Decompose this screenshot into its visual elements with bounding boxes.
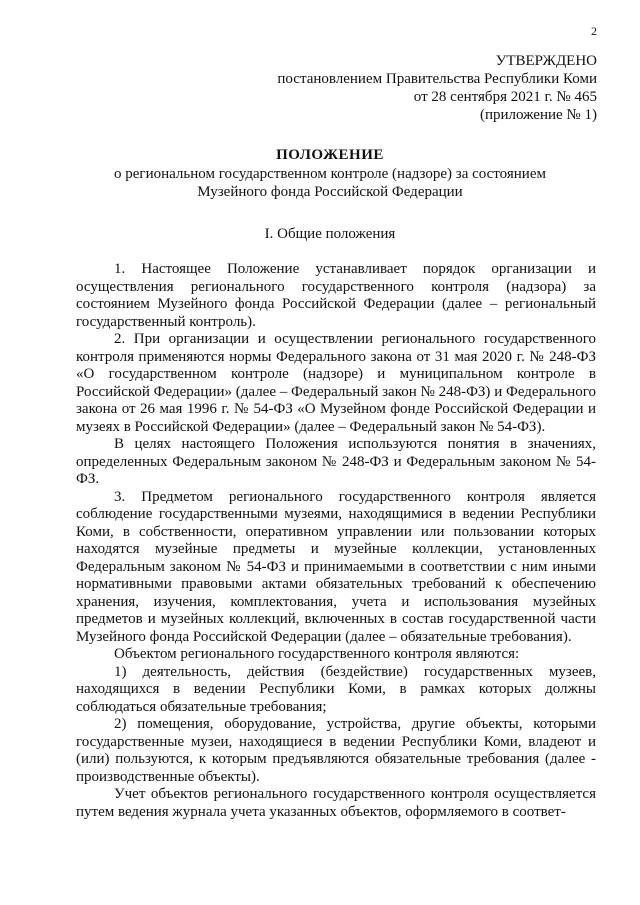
document-body <box>76 261 596 821</box>
approval-appendix: (приложение № 1) <box>479 107 597 123</box>
approval-date: от 28 сентября 2021 г. № 465 <box>413 89 597 105</box>
approval-issuer: постановлением Правительства Республики Коми <box>277 71 597 87</box>
paragraph: 2) помещения, оборудование, устройства, другие объекты, которыми государственные музеи, находящиеся в ведении Республики Коми, владеют и (или) пользуются, к которым предъявляются обязательные требования (далее - производственные объекты). <box>76 716 596 785</box>
approval-status: УТВЕРЖДЕНО <box>495 53 597 69</box>
paragraph: 1) деятельность, действия (бездействие) государственных музеев, находящихся в ведении Республики Коми, в рамках которых должны соблюдаться обязательные требования; <box>76 663 596 715</box>
paragraph: 2. При организации и осуществлении регионального государственного контроля применяются нормы Федерального закона от 31 мая 2020 г. № 248-ФЗ «О государственном контроле (надзоре) и муниципальном контроле в Российской Федерации» (далее – Федеральный закон № 248-ФЗ) и Федерального закона от 26 мая 1996 г. № 54-ФЗ «О Музейном фонде Российской Федерации и музеях в Российской Федерации» (далее – Федеральный закон № 54-ФЗ). <box>76 331 596 435</box>
paragraph: 3. Предметом регионального государственного контроля является соблюдение государственными музеями, находящимися в ведении Республики Коми, в собственности, оперативном управлении или пользовании которых находятся музейные предметы и музейные коллекции, установленных Федеральным законом № 54-ФЗ и принимаемыми в соответствии с ним иными нормативными правовыми актами обязательных требований к обеспечению хранения, изучения, комплектования, учета и использования музейных предметов и музейных коллекций, включенных в состав государственной части Музейного фонда Российской Федерации (далее – обязательные требования). <box>76 488 596 645</box>
document-title: ПОЛОЖЕНИЕ <box>276 147 384 163</box>
paragraph: 1. Настоящее Положение устанавливает порядок организации и осуществления регионального государственного контроля (надзора) за состоянием Музейного фонда Российской Федерации (далее – региональный государственный контроль). <box>76 261 596 330</box>
paragraph: В целях настоящего Положения используются понятия в значениях, определенных Федеральным законом № 248-ФЗ и Федеральным законом № 54-ФЗ. <box>76 436 596 487</box>
page-number: 2 <box>591 24 597 38</box>
paragraph: Учет объектов регионального государственного контроля осуществляется путем ведения журнала учета указанных объектов, оформляемого в соответ- <box>76 786 596 820</box>
subtitle-line: о региональном государственном контроле (надзоре) за состоянием <box>114 166 546 182</box>
section-heading: I. Общие положения <box>264 226 396 242</box>
paragraph: Объектом регионального государственного контроля являются: <box>114 646 520 662</box>
approval-block <box>237 52 597 124</box>
subtitle-line: Музейного фонда Российской Федерации <box>197 184 463 200</box>
document-subtitle <box>60 165 600 201</box>
